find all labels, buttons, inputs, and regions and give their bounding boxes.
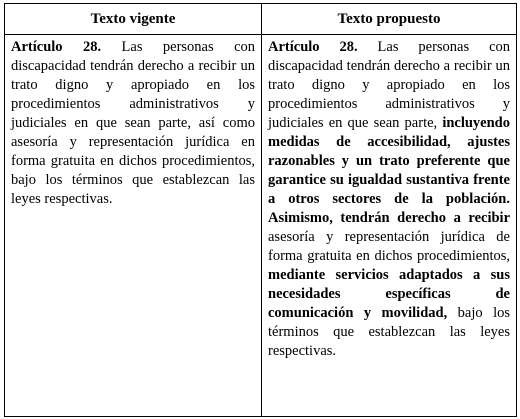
comparison-table bbox=[4, 3, 517, 417]
table-row bbox=[5, 35, 517, 417]
cell-texto-propuesto bbox=[262, 35, 517, 417]
article-text: bajo los términos que establezcan las leyes respectivas. bbox=[268, 305, 510, 359]
cell-texto-vigente bbox=[5, 35, 262, 417]
article-heading: Artículo 28. bbox=[268, 39, 358, 55]
article-text: Las personas con discapacidad tendrán derecho a recibir un trato digno y apropiado en los procedimientos administrativos y judiciales en que sean parte, bbox=[268, 39, 511, 131]
article-heading: Artículo 28. bbox=[11, 39, 102, 55]
header-texto-vigente: Texto vigente bbox=[5, 4, 262, 35]
article-text: Las personas con discapacidad tendrán derecho a recibir un trato digno y apropiado en los procedimientos administrativos y judiciales en que sean parte, así como asesoría y representación jurídica en forma gratuita en dichos procedimientos, bajo los términos que establezcan las leyes respectivas. bbox=[11, 39, 256, 207]
proposed-addition: incluyendo medidas de accesibilidad, ajustes razonables y un trato preferente que garantice su igualdad sustantiva frente a otros sectores de la población. Asimismo, tendrán derecho a recibir bbox=[268, 115, 510, 226]
header-row bbox=[5, 4, 517, 35]
proposed-addition: mediante servicios adaptados a sus necesidades específicas de comunicación y movilidad, bbox=[268, 267, 510, 321]
article-text: asesoría y representación jurídica de forma gratuita en dichos procedimientos, bbox=[268, 229, 510, 264]
header-texto-propuesto: Texto propuesto bbox=[262, 4, 517, 35]
